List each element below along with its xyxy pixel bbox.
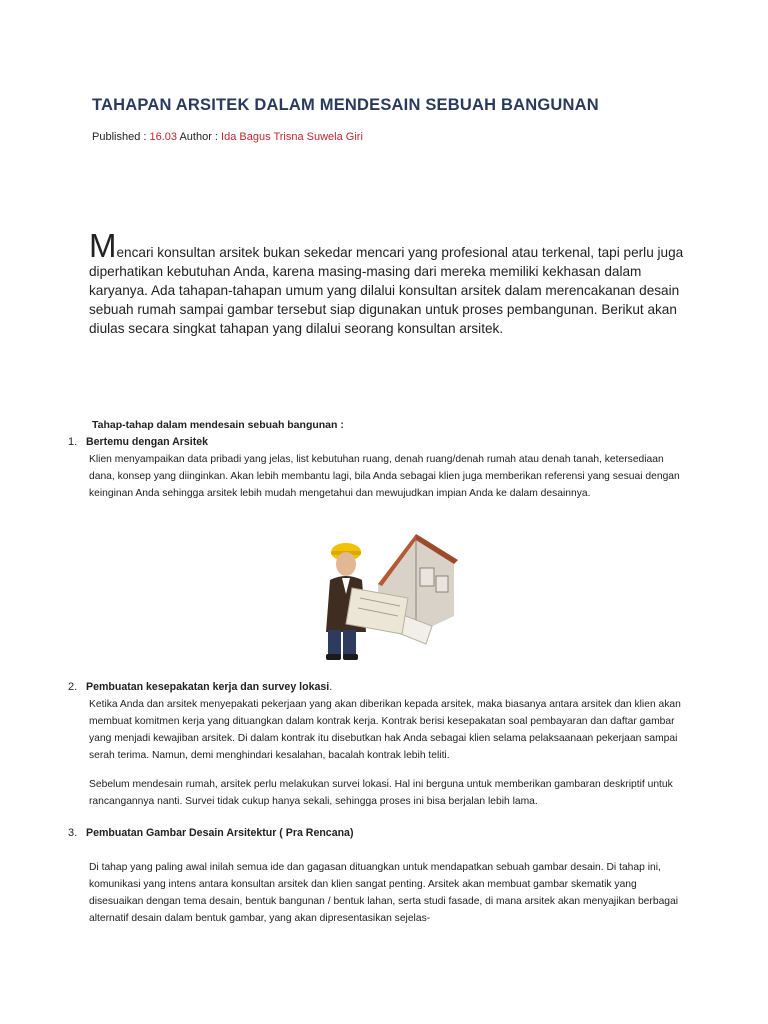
author-link[interactable]: Ida Bagus Trisna Suwela Giri xyxy=(221,131,363,143)
step-3-number: 3. xyxy=(68,827,78,839)
step-2-body: Ketika Anda dan arsitek menyepakati pekerjaan yang akan diberikan kepada arsitek, maka biasanya antara arsitek dan klien akan membuat komitmen kerja yang dituangkan dalam kontrak kerja. Kontrak berisi kesepakatan soal pembayaran dan daftar gambar yang menjadi kewajiban arsitek. Di dalam kontrak itu disebutkan hak Anda sebagai klien selama pelaksaanaan pekerjaan sampai serah terima. Namun, demi menghindari kesalahan, bacalah kontrak lebih teliti. xyxy=(89,699,681,761)
article-meta xyxy=(92,131,363,143)
architect-house-illustration xyxy=(316,524,458,664)
article-title: TAHAPAN ARSITEK DALAM MENDESAIN SEBUAH BANGUNAN xyxy=(92,96,599,114)
drop-cap: M xyxy=(89,227,117,264)
author-label: Author : xyxy=(177,131,222,143)
intro-text: encari konsultan arsitek bukan sekedar mencari yang profesional atau terkenal, tapi perlu juga diperhatikan kebutuhan Anda, karena masing-masing dari mereka memiliki kekhasan dalam karyanya. Ada tahapan-tahapan umum yang dilalui konsultan arsitek dalam merencakanan desain sebuah rumah sampai gambar tersebut siap digunakan untuk proses pembangunan. Berikut akan diulas secara singkat tahapan yang dilalui seorang konsultan arsitek. xyxy=(89,245,684,336)
step-3-body: Di tahap yang paling awal inilah semua ide dan gagasan dituangkan untuk mendapatkan sebuah gambar desain. Di tahap ini, komunikasi yang intens antara konsultan arsitek dan klien sangat penting. Arsitek akan membuat gambar skematik yang disesuaikan dengan tema desain, bentuk bangunan / bentuk lahan, serta studi fasade, di mana arsitek akan menyajikan berbagai alternatif desain dalam bentuk gambar, yang akan dipresentasikan sejelas- xyxy=(89,862,679,924)
architect-figure xyxy=(326,543,408,660)
step-2-heading xyxy=(86,681,332,693)
published-label: Published : xyxy=(92,131,150,143)
step-2-body-continued: Sebelum mendesain rumah, arsitek perlu melakukan survei lokasi. Hal ini berguna untuk memberikan gambaran deskriptif untuk rancangannya nanti. Survei tidak cukup hanya sekali, sehingga proses ini bisa berjalan lebih lama. xyxy=(89,779,673,807)
step-2-number: 2. xyxy=(68,681,78,693)
step-1-heading: Bertemu dengan Arsitek xyxy=(86,436,209,448)
step-2-heading-text: Pembuatan kesepakatan kerja dan survey lokasi xyxy=(86,681,330,693)
step-1-number: 1. xyxy=(68,436,78,448)
steps-subheading: Tahap-tahap dalam mendesain sebuah bangunan : xyxy=(92,419,344,431)
intro-paragraph xyxy=(89,227,689,338)
step-3-heading: Pembuatan Gambar Desain Arsitektur ( Pra Rencana) xyxy=(86,827,354,839)
step-1-body: Klien menyampaikan data pribadi yang jelas, list kebutuhan ruang, denah ruang/denah rumah atau denah tanah, ketersediaan dana, konsep yang diinginkan. Akan lebih membantu lagi, bila Anda sebagai klien juga memberikan referensi yang sesuai dengan keinginan Anda sehingga arsitek lebih mudah mengetahui dan mewujudkan impian Anda ke dalam desainnya. xyxy=(89,454,680,499)
step-2-heading-suffix: . xyxy=(329,681,333,693)
published-date[interactable]: 16.03 xyxy=(149,131,178,143)
